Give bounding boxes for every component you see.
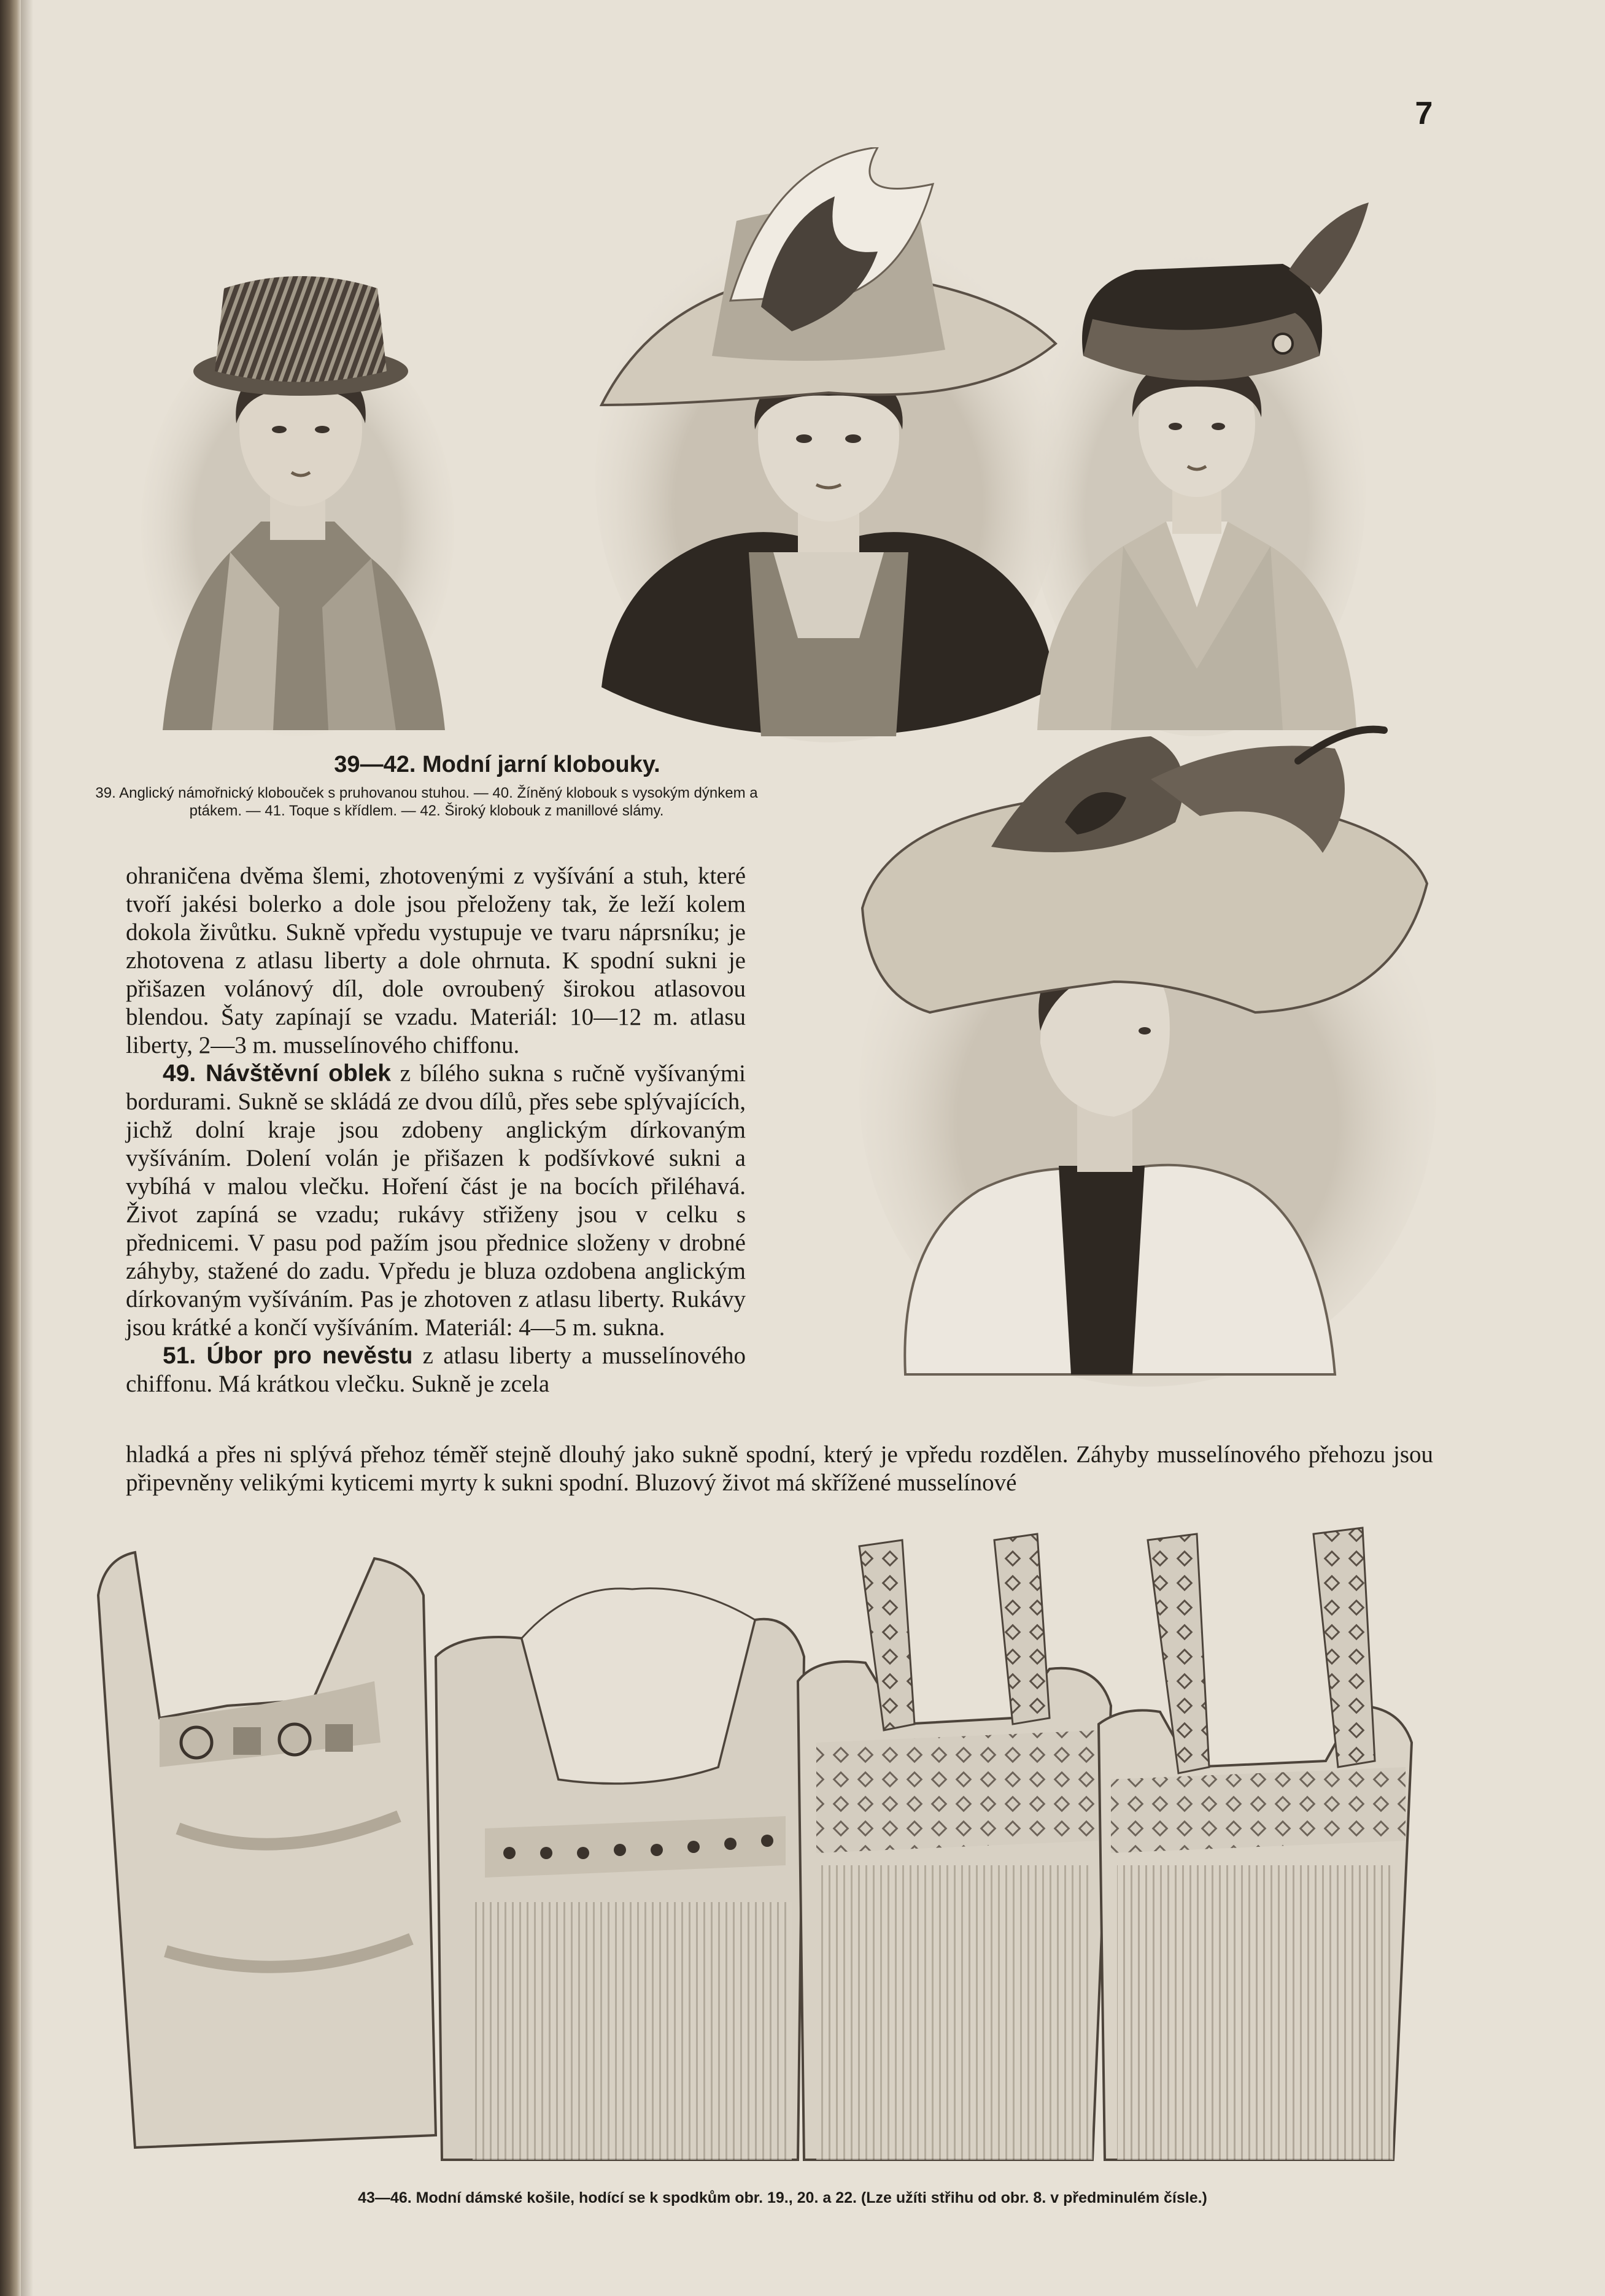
article-column	[126, 862, 746, 1398]
figure-chemises-43-46	[92, 1522, 1442, 2172]
illustration-chemises	[92, 1522, 1442, 2172]
figure-hat-41	[1025, 202, 1369, 736]
hats-caption-title: 39—42. Modní jarní klobouky.	[334, 752, 660, 777]
page-number: 7	[1415, 96, 1433, 131]
article-wide-text: hladká a přes ni splývá přehoz téměř stejně dlouhý jako sukně spodní, který je vpředu rozdělen. Záhyby musselínového přehozu jsou připevněny velikými kyticemi myrty k sukni spodní. Bluzový život má skřížené musselínové	[126, 1441, 1433, 1496]
text-49: z bílého sukna s ručně vyšívanými bordurami. Sukně se skládá ze dvou dílů, přes sebe splývajících, jichž dolní kraje jsou zdobeny anglickým dírkovaným vyšíváním. Dolení volán je přišazen k podšívkové sukni a vybíhá v malou vlečku. Hoření část je na bocích přiléhavá. Život zapíná se vzadu; rukávy střiženy jsou v celku s přednicemi. V pasu pod pažím jsou přednice složeny v drobné záhyby, stažené do zadu. Vpředu je bluza ozdobena anglickým dírkovaným vyšíváním. Pas je zhotoven z atlasu liberty. Rukávy jsou krátké a končí vyšíváním. Materiál: 4—5 m. sukna.	[126, 1060, 746, 1341]
figure-hat-42	[856, 724, 1439, 1387]
paragraph-1: ohraničena dvěma šlemi, zhotovenými z vyšívání a stuh, které tvoří jakési bolerko a dole jsou přeloženy tak, že leží kolem dokola živůtku. Sukně vpředu vystupuje ve tvaru náprsníku; je zhotovena z atlasu liberty a dole ohrnuta. K spodní sukni je přišazen volánový díl, dole ovroubený širokou atlasovou blendou. Šaty zapínají se vzadu. Materiál: 10—12 m. atlasu liberty, 2—3 m. musselínového chiffonu.	[126, 863, 746, 1058]
figure-hat-40	[589, 147, 1068, 745]
text-51: z atlasu liberty a musselínového chiffonu. Má krátkou vlečku. Sukně je zcela	[126, 1343, 746, 1397]
illustration-feather-hat	[589, 147, 1068, 745]
heading-51: 51. Úbor pro nevěstu	[163, 1343, 413, 1369]
chemise-43	[98, 1552, 436, 2148]
figure-hat-39	[138, 264, 457, 736]
spine-shadow	[21, 0, 33, 2296]
paragraph-49	[126, 1060, 746, 1342]
paragraph-51	[126, 1342, 746, 1398]
illustration-toque-hat	[1025, 202, 1369, 736]
chemise-45	[798, 1534, 1111, 2160]
chemise-46	[1099, 1528, 1412, 2160]
illustration-wide-straw-hat	[856, 724, 1439, 1387]
hats-caption-text: 39. Anglický námořnický klobouček s pruhovanou stuhou. — 40. Žíněný klobouk s vysokým dýnkem a ptákem. — 41. Toque s křídlem. — 42. Široký klobouk z manillové slámy.	[95, 785, 758, 819]
heading-49: 49. Návštěvní oblek	[163, 1060, 391, 1087]
chemises-caption: 43—46. Modní dámské košile, hodící se k spodkům obr. 19., 20. a 22. (Lze užíti střihu od obr. 8. v předminulém čísle.)	[358, 2189, 1207, 2206]
book-spine	[0, 0, 21, 2296]
chemise-44	[436, 1589, 804, 2160]
illustration-sailor-hat	[138, 264, 457, 736]
